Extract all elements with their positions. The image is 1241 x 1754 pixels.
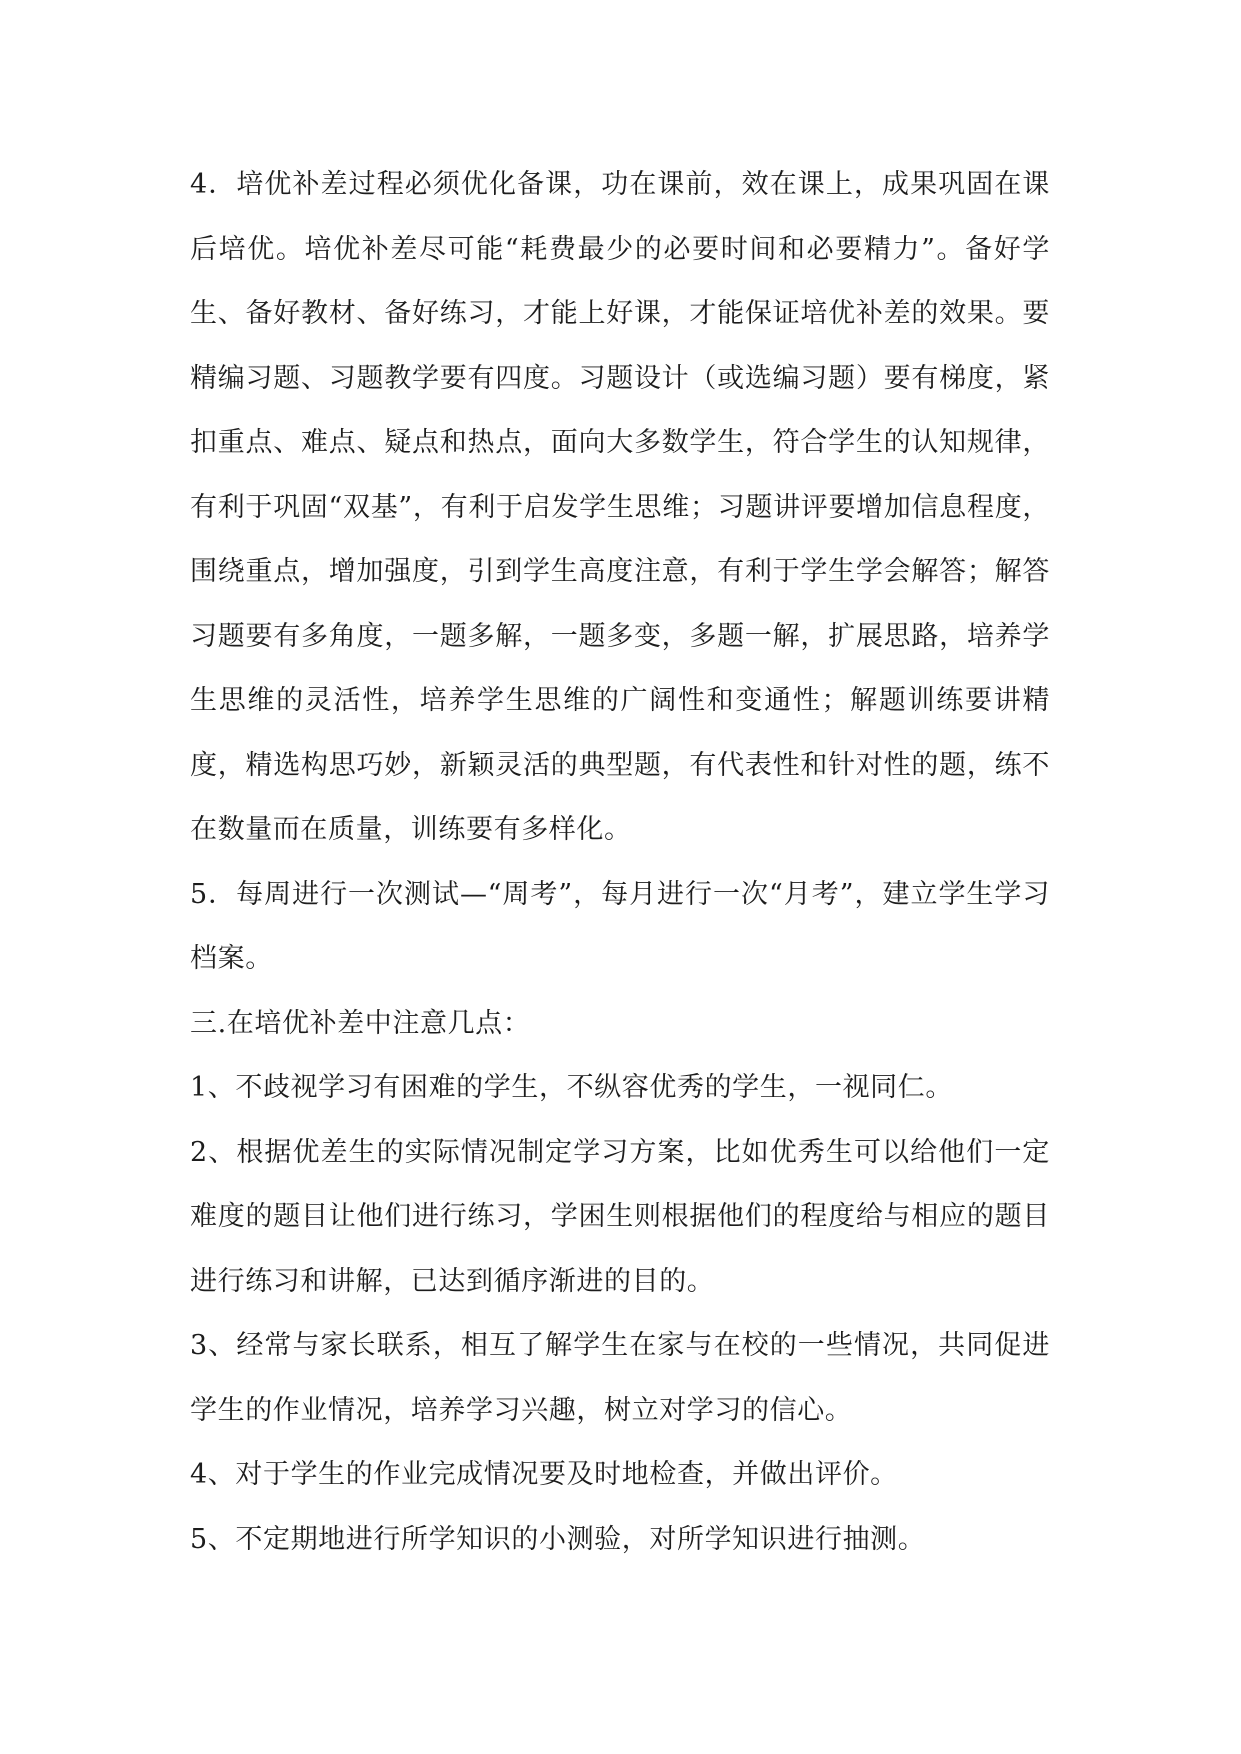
paragraph-point-5: 5．每周进行一次测试—“周考”，每月进行一次“月考”，建立学生学习档案。	[190, 878, 1050, 974]
list-item-3: 3、经常与家长联系，相互了解学生在家与在校的一些情况，共同促进学生的作业情况，培养学习兴趣，树立对学习的信心。	[190, 1330, 1050, 1426]
document-body	[190, 153, 1050, 1572]
list-item-1: 1、不歧视学习有困难的学生，不纵容优秀的学生，一视同仁。	[190, 1072, 953, 1103]
section-heading-3: 三.在培优补差中注意几点：	[190, 1007, 531, 1039]
paragraph-point-4: 4．培优补差过程必须优化备课，功在课前，效在课上，成果巩固在课后培优。培优补差尽可能“耗费最少的必要时间和必要精力”。备好学生、备好教材、备好练习，才能上好课，才能保证培优补差的效果。要精编习题、习题教学要有四度。习题设计（或选编习题）要有梯度，紧扣重点、难点、疑点和热点，面向大多数学生，符合学生的认知规律，有利于巩固“双基”，有利于启发学生思维；习题讲评要增加信息程度，围绕重点，增加强度，引到学生高度注意，有利于学生学会解答；解答习题要有多角度，一题多解，一题多变，多题一解，扩展思路，培养学生思维的灵活性，培养学生思维的广阔性和变通性；解题训练要讲精度，精选构思巧妙，新颖灵活的典型题，有代表性和针对性的题，练不在数量而在质量，训练要有多样化。	[190, 169, 1050, 845]
list-item-4: 4、对于学生的作业完成情况要及时地检查，并做出评价。	[190, 1459, 898, 1490]
list-item-2: 2、根据优差生的实际情况制定学习方案，比如优秀生可以给他们一定难度的题目让他们进行练习，学困生则根据他们的程度给与相应的题目进行练习和讲解，已达到循序渐进的目的。	[190, 1136, 1050, 1297]
list-item-5: 5、不定期地进行所学知识的小测验，对所学知识进行抽测。	[190, 1523, 926, 1555]
